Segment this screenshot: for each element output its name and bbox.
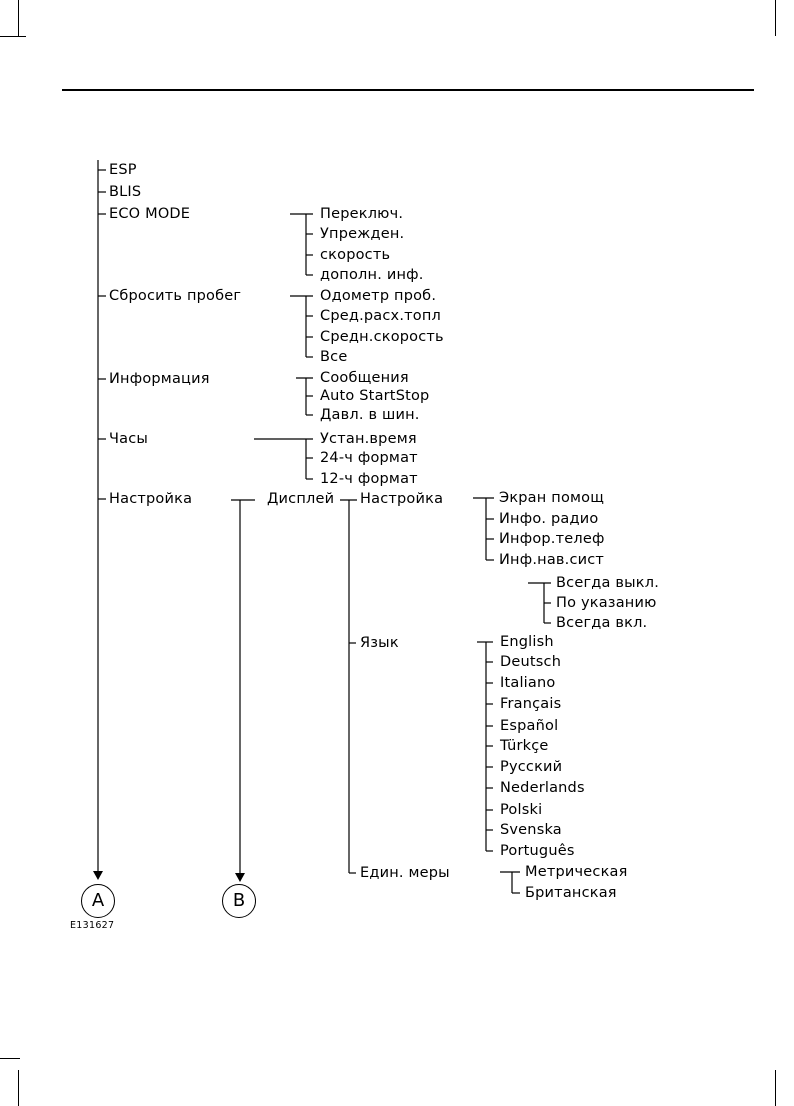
eco-mode-item: дополн. инф. [320,267,424,283]
language-label: Язык [360,635,399,651]
clock-item: Устан.время [320,431,417,447]
menu-item-information: Информация [109,371,210,387]
information-item: Давл. в шин. [320,407,420,423]
display-settings-label: Настройка [360,491,444,507]
units-label: Един. меры [360,865,450,881]
language-item: Svenska [500,822,562,838]
eco-mode-item: Упрежден. [320,226,405,242]
units-item: Британская [525,885,617,901]
language-item: Español [500,718,559,734]
display-sub-item: Всегда выкл. [556,575,660,591]
language-item: Português [500,843,575,859]
display-label: Дисплей [267,491,335,507]
language-item: English [500,634,554,650]
language-item: Türkçe [500,738,549,754]
clock-item: 24-ч формат [320,450,418,466]
language-item: Italiano [500,675,556,691]
eco-mode-item: Переключ. [320,206,404,222]
language-item: Français [500,696,562,712]
reset-trip-item: Одометр проб. [320,288,437,304]
reset-trip-item: Средн.скорость [320,329,444,345]
figure-code: E131627 [70,920,115,931]
information-item: Auto StartStop [320,388,430,404]
reset-trip-item: Сред.расх.топл [320,308,442,324]
display-settings-item: Инфо. радио [499,511,599,527]
menu-item-settings: Настройка [109,491,193,507]
language-item: Deutsch [500,654,562,670]
information-item: Сообщения [320,370,409,386]
display-sub-item: Всегда вкл. [556,615,648,631]
connector-a: A [81,884,115,918]
menu-item-esp: ESP [109,162,137,178]
language-item: Русский [500,759,563,775]
menu-item-reset-trip: Сбросить пробег [109,288,242,304]
language-item: Polski [500,802,543,818]
menu-item-eco-mode: ECO MODE [109,206,191,222]
reset-trip-item: Все [320,349,348,365]
display-settings-item: Экран помощ [499,490,605,506]
language-item: Nederlands [500,780,585,796]
connector-b: B [222,884,256,918]
menu-item-clock: Часы [109,431,149,447]
units-item: Метрическая [525,864,628,880]
menu-item-blis: BLIS [109,184,142,200]
clock-item: 12-ч формат [320,471,418,487]
display-settings-item: Инфор.телеф [499,531,605,547]
display-settings-item: Инф.нав.сист [499,552,605,568]
display-sub-item: По указанию [556,595,657,611]
eco-mode-item: скорость [320,247,391,263]
